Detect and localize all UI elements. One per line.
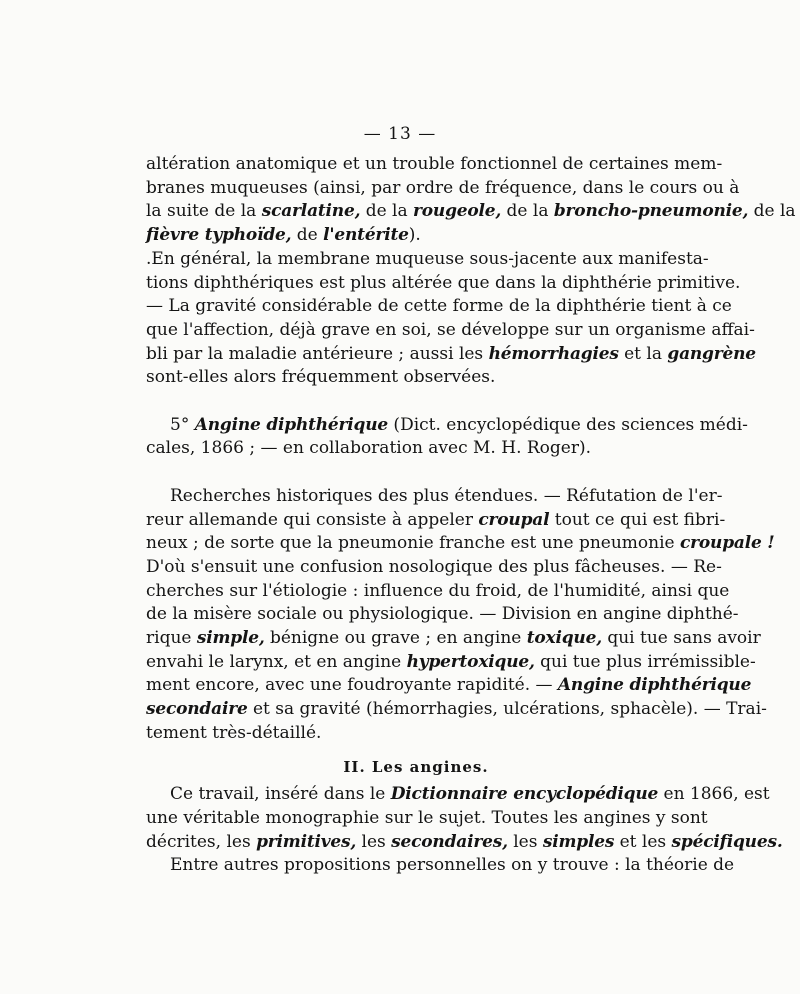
text-line [146,831,783,855]
text-line: Recherches historiques des plus étendues. — Réfutation de l'er- [170,485,723,506]
text-span: de la [501,201,554,222]
text-line: cales, 1866 ; — en collaboration avec M. H. Roger). [146,438,592,459]
italic-term: fièvre typhoïde, [146,225,292,246]
text-line: que l'affection, déjà grave en soi, se développe sur un organisme affai- [146,319,755,340]
italic-term: Dictionnaire encyclopédique [390,784,659,805]
text-line: altération anatomique et un trouble fonctionnel de certaines mem- [146,154,723,174]
text-span: bli par la maladie antérieure ; aussi les [146,343,489,364]
text-span: la suite de la [146,201,262,222]
text-line [146,224,686,248]
italic-term: croupale ! [680,533,775,554]
text-span: envahi le larynx, et en angine [146,651,407,672]
spacer [146,390,686,414]
italic-term: l'entérite [323,225,409,246]
italic-term: hémorrhagies [488,343,619,364]
italic-term: Angine diphthérique [557,675,752,696]
text-span: en 1866, est [658,784,770,805]
italic-term: secondaire [146,699,248,720]
text-span: neux ; de sorte que la pneumonie franche est une pneumonie [146,533,680,554]
text-span: reur allemande qui consiste à appeler [146,509,479,530]
spacer [146,461,686,485]
text-line: D'où s'ensuit une confusion nosologique des plus fâcheuses. — Re- [146,556,722,577]
italic-term: gangrène [667,343,756,364]
italic-term: hypertoxique, [406,651,535,672]
text-line: branes muqueuses (ainsi, par ordre de fréquence, dans le cours ou à [146,177,740,198]
section-heading: II. Les angines. [343,757,489,776]
text-span: bénigne ou grave ; en angine [264,628,527,649]
italic-term: toxique, [526,628,602,649]
page-number: — 13 — [363,124,437,144]
body-text [146,153,796,878]
text-span: qui tue plus irrémissible- [534,651,756,672]
italic-term: broncho-pneumonie, [553,201,749,222]
text-line [146,509,726,533]
text-span: et sa gravité (hémorrhagies, ulcérations, sphacèle). — Trai- [247,699,767,720]
text-line: sont-elles alors fréquemment observées. [146,367,496,388]
text-line [146,651,756,675]
text-line [146,200,796,224]
text-span: de la [360,201,414,222]
text-line [146,414,748,438]
text-line: Entre autres propositions personnelles on y trouve : la théorie de [170,855,735,876]
text-span: et les [614,831,672,852]
italic-term: Angine diphthérique [194,414,389,435]
text-span: ment encore, avec une foudroyante rapidité. — [146,675,558,696]
text-span: Ce travail, inséré dans le [170,784,391,805]
text-span: rique [146,628,197,649]
italic-term: simples [542,831,615,852]
text-line: tions diphthériques est plus altérée que dans la diphthérie primitive. [146,272,741,293]
text-span: de la [748,201,796,222]
italic-term: croupal [478,509,550,530]
text-span: décrites, les [146,831,257,852]
italic-term: simple, [196,628,265,649]
italic-term: secondaires, [391,831,508,852]
italic-term: spécifiques. [671,831,783,852]
text-line [146,627,761,651]
text-span: les [507,831,543,852]
text-line [146,674,752,698]
text-line [146,343,756,367]
text-span: les [356,831,392,852]
text-span: qui tue sans avoir [601,628,761,649]
text-line: tement très-détaillé. [146,722,322,743]
italic-term: rougeole, [413,201,502,222]
text-line: une véritable monographie sur le sujet. Toutes les angines y sont [146,807,708,828]
text-span: de [291,225,324,246]
text-span: 5° [170,414,195,435]
italic-term: scarlatine, [261,201,361,222]
text-line: de la misère sociale ou physiologique. — Division en angine diphthé- [146,604,739,625]
italic-term: primitives, [256,831,357,852]
text-line: cherches sur l'étiologie : influence du froid, de l'humidité, ainsi que [146,580,730,601]
text-line: .En général, la membrane muqueuse sous-jacente aux manifesta- [146,248,709,269]
text-line [146,783,770,807]
text-line [146,532,775,556]
text-span: et la [618,343,668,364]
text-span: ). [408,225,421,246]
text-line [146,698,767,722]
text-line: — La gravité considérable de cette forme de la diphthérie tient à ce [146,296,732,317]
text-span: tout ce qui est fibri- [549,509,726,530]
text-span: (Dict. encyclopédique des sciences médi- [388,414,748,435]
